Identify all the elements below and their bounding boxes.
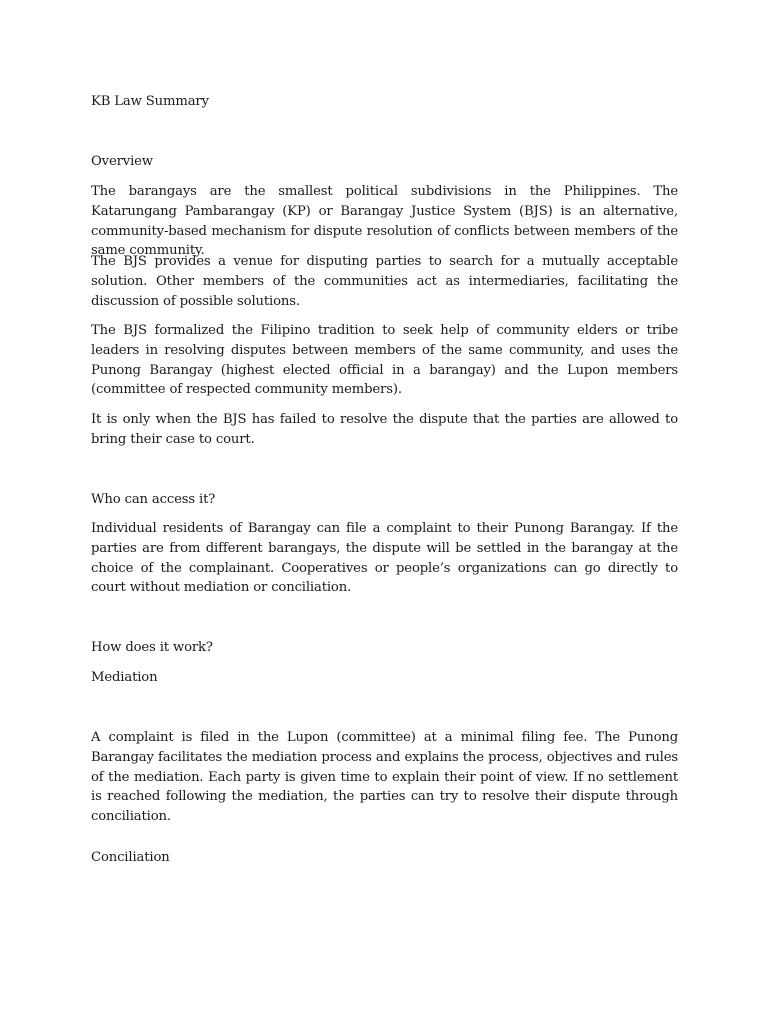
document-title: KB Law Summary — [91, 94, 209, 109]
subheading-conciliation: Conciliation — [91, 850, 170, 865]
section-heading-access: Who can access it? — [91, 492, 216, 507]
section-heading-overview: Overview — [91, 154, 153, 169]
overview-paragraph-2: The BJS provides a venue for disputing parties to search for a mutually acceptable solution. Other members of the communities act as intermediaries, facilitating the discussion of possible solutions. — [91, 254, 678, 309]
overview-paragraph-3: The BJS formalized the Filipino tradition to seek help of community elders or tribe leaders in resolving disputes between members of the same community, and uses the Punong Barangay (highest elected official in a barangay) and the Lupon members (committee of respected community members). — [91, 323, 678, 398]
overview-paragraph-4: It is only when the BJS has failed to resolve the dispute that the parties are allowed to bring their case to court. — [91, 412, 678, 447]
section-heading-process: How does it work? — [91, 640, 213, 655]
overview-paragraph-1: The barangays are the smallest political subdivisions in the Philippines. The Katarungang Pambarangay (KP) or Barangay Justice System (BJS) is an alternative, community-based mechanism for dispute resolution of conflicts between members of the same community. — [91, 184, 678, 259]
access-paragraph: Individual residents of Barangay can file a complaint to their Punong Barangay. If the parties are from different barangays, the dispute will be settled in the barangay at the choice of the complainant. Cooperatives or people’s organizations can go directly to court without mediation or conciliation. — [91, 521, 678, 596]
mediation-paragraph: A complaint is filed in the Lupon (committee) at a minimal filing fee. The Punong Barangay facilitates the mediation process and explains the process, objectives and rules of the mediation. Each party is given time to explain their point of view. If no settlement is reached following the mediation, the parties can try to resolve their dispute through conciliation. — [91, 730, 678, 825]
subheading-mediation: Mediation — [91, 670, 158, 685]
